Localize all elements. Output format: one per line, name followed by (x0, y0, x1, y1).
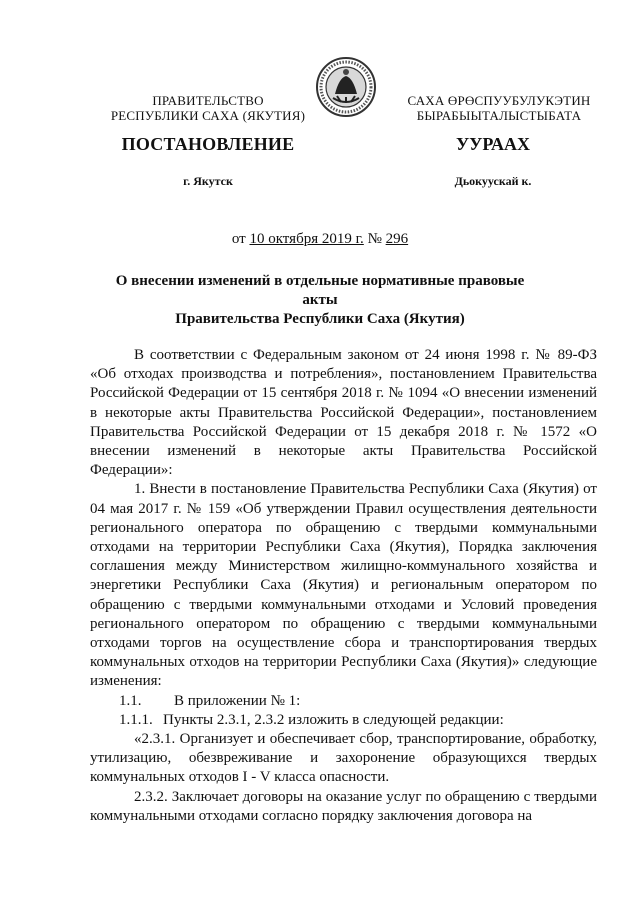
date-prefix: от (231, 231, 246, 247)
clause-1-paragraph: 1. Внести в постановление Правительства Республики Саха (Якутия) от 04 мая 2017 г. № 159 «Об утверждении Правил осуществления деятельности регионального оператора по обращению с твердыми коммунальными отходами на территории Республики Саха (Якутия), Порядка заключения соглашения между Министерством жилищно-коммунального хозяйства и энергетики Республики Саха (Якутия) и региональным оператором по обращению с твердыми коммунальными отходами и Условий проведения регионального оператором по обращению с твердыми коммунальными отходами торгов на осуществление сбора и транспортирования твердых коммунальных отходов на территории Республики Саха (Якутия)» следующие изменения: (90, 481, 597, 690)
header-left-line2: РЕСПУБЛИКИ САХА (ЯКУТИЯ) (110, 108, 306, 123)
header-left (88, 93, 328, 123)
header-right (394, 93, 604, 123)
item-2-3-2-paragraph: 2.3.2. Заключает договоры на оказание услуг по обращению с твердыми коммунальными отходами согласно порядку заключения договора на (90, 788, 597, 824)
city-left: г. Якутск (183, 174, 233, 188)
clause-1-1-1-text: Пункты 2.3.1, 2.3.2 изложить в следующей редакции: (163, 711, 504, 728)
preamble-paragraph: В соответствии с Федеральным законом от 24 июня 1998 г. № 89-ФЗ «Об отходах производства и потребления», постановлением Правительства Российской Федерации от 15 сентября 2018 г. № 1094 «О внесении изменений в некоторые акты Правительства Российской Федерации», постановлением Правительства Российской Федерации от 15 декабря 2018 г. № 1572 «О внесении изменений в некоторые акты Правительства Российской Федерации»: (90, 347, 597, 479)
clause-1-1-1 (90, 711, 597, 730)
document-date: 10 октября 2019 г. (249, 231, 364, 247)
document-number: 296 (385, 231, 409, 247)
header-right-line2: БЫРАБЫЫТАЛЫСТЫБАТА (416, 108, 582, 123)
document-title (110, 272, 530, 329)
header-right-line1: САХА ӨРӨСПУУБУЛУКЭТИН (407, 93, 591, 108)
item-2-3-1-paragraph: «2.3.1. Организует и обеспечивает сбор, транспортирование, обработку, утилизацию, обезвреживание и захоронение образующихся твердых коммунальных отходов I - V класса опасности. (90, 731, 597, 786)
document-body (90, 346, 597, 826)
title-right: УУРААХ (455, 134, 531, 154)
coat-of-arms-icon (315, 56, 377, 118)
clause-1-1 (90, 692, 597, 711)
title-left: ПОСТАНОВЛЕНИЕ (121, 134, 295, 154)
city-right: Дьокуускай к. (454, 174, 532, 188)
document-title-line2: Правительства Республики Саха (Якутия) (175, 311, 465, 327)
clause-1-1-number: 1.1. (119, 692, 142, 709)
document-title-line1: О внесении изменений в отдельные нормативные правовые акты (115, 273, 525, 308)
clause-1-1-text: В приложении № 1: (174, 692, 301, 709)
number-sign: № (367, 231, 382, 247)
header-left-line1: ПРАВИТЕЛЬСТВО (152, 93, 264, 108)
clause-1-1-1-number: 1.1.1. (119, 711, 153, 728)
date-line (0, 231, 640, 248)
